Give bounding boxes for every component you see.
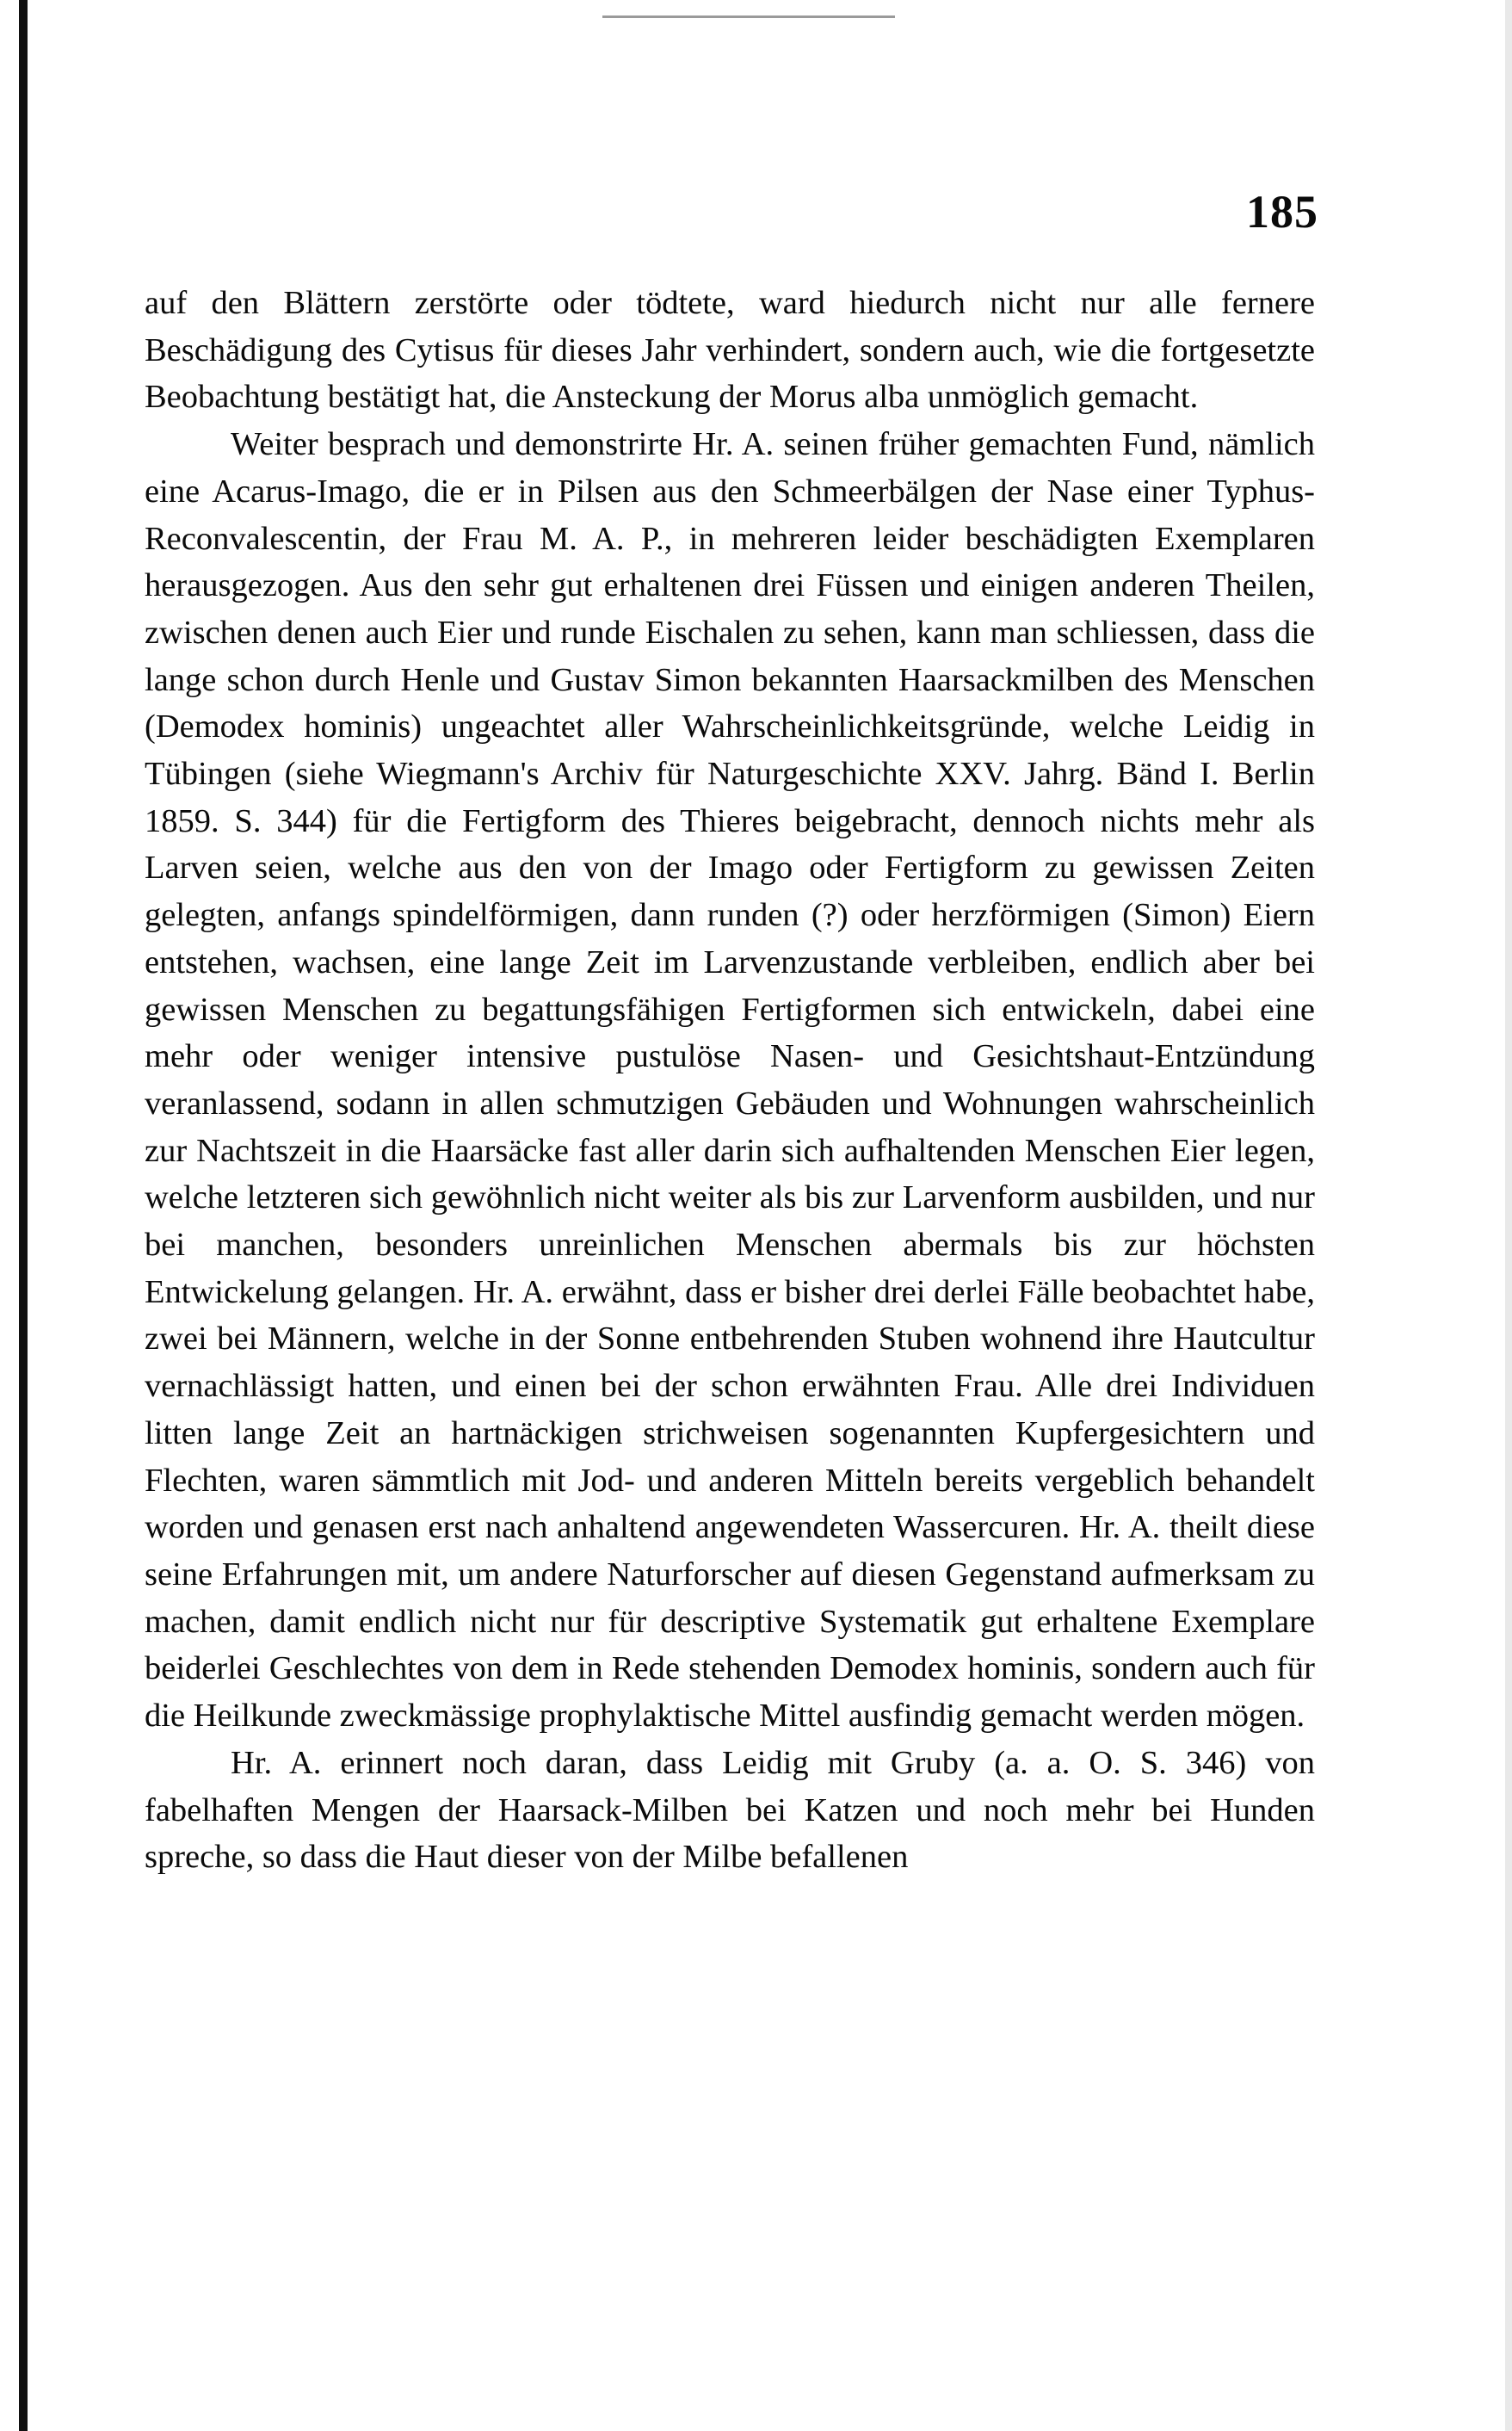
paragraph-demodex: Weiter besprach und demonstrirte Hr. A. seinen früher gemachten Fund, nämlich eine Acarus-Imago, die er in Pilsen aus den Schmeerbälgen der Nase einer Typhus-Reconvalescentin, der Frau M. A. P., in mehreren leider beschädigten Exemplaren herausgezogen. Aus den sehr gut erhaltenen drei Füssen und einigen anderen Theilen, zwischen denen auch Eier und runde Eischalen zu sehen, kann man schliessen, dass die lange schon durch Henle und Gustav Simon bekannten Haarsackmilben des Menschen (Demodex hominis) ungeachtet aller Wahrscheinlichkeitsgründe, welche Leidig in Tübingen (siehe Wiegmann's Archiv für Naturgeschichte XXV. Jahrg. Bänd I. Berlin 1859. S. 344) für die Fertigform des Thieres beigebracht, dennoch nichts mehr als Larven seien, welche aus den von der Imago oder Fertigform zu gewissen Zeiten gelegten, anfangs spindelförmigen, dann runden (?) oder herzförmigen (Simon) Eiern entstehen, wachsen, eine lange Zeit im Larvenzustande verbleiben, endlich aber bei gewissen Menschen zu begattungsfähigen Fertigformen sich entwickeln, dabei eine mehr oder weniger intensive pustulöse Nasen- und Gesichtshaut-Entzündung veranlassend, sodann in allen schmutzigen Gebäuden und Wohnungen wahrscheinlich zur Nachtszeit in die Haarsäcke fast aller darin sich aufhaltenden Menschen Eier legen, welche letzteren sich gewöhnlich nicht weiter als bis zur Larvenform ausbilden, und nur bei manchen, besonders unreinlichen Menschen abermals bis zur höchsten Entwickelung gelangen. Hr. A. erwähnt, dass er bisher drei derlei Fälle beobachtet habe, zwei bei Männern, welche in der Sonne entbehrenden Stuben wohnend ihre Hautcultur vernachlässigt hatten, und einen bei der schon erwähnten Frau. Alle drei Individuen litten lange Zeit an hartnäckigen strichweisen sogenannten Kupfergesichtern und Flechten, waren sämmtlich mit Jod- und anderen Mitteln bereits vergeblich behandelt worden und genasen erst nach anhaltend angewendeten Wassercuren. Hr. A. theilt diese seine Erfahrungen mit, um andere Naturforscher auf diesen Gegenstand aufmerksam zu machen, damit endlich nicht nur für descriptive Systematik gut erhaltene Exemplare beiderlei Geschlechtes von dem in Rede stehenden Demodex hominis, sondern auch für die Heilkunde zweckmässige prophylaktische Mittel ausfindig gemacht werden mögen. — [145, 426, 1315, 1735]
paragraph-continuation: auf den Blättern zerstörte oder tödtete, ward hiedurch nicht nur alle fernere Beschädigung des Cytisus für dieses Jahr verhindert, sondern auch, wie die fortgesetzte Beobachtung bestätigt hat, die Ansteckung der Morus alba unmöglich gemacht. — [145, 285, 1315, 416]
scan-edge-left — [19, 0, 28, 2431]
scan-edge-right — [1505, 0, 1512, 2431]
page-number: 185 — [1246, 186, 1318, 238]
paragraph-leidig-gruby: Hr. A. erinnert noch daran, dass Leidig mit Gruby (a. a. O. S. 346) von fabelhaften Mengen der Haarsack-Milben bei Katzen und noch mehr bei Hunden spreche, so dass die Haut dieser von der Milbe befallenen — [145, 1744, 1315, 1876]
top-rule — [602, 15, 895, 18]
body-text — [145, 280, 1315, 1881]
